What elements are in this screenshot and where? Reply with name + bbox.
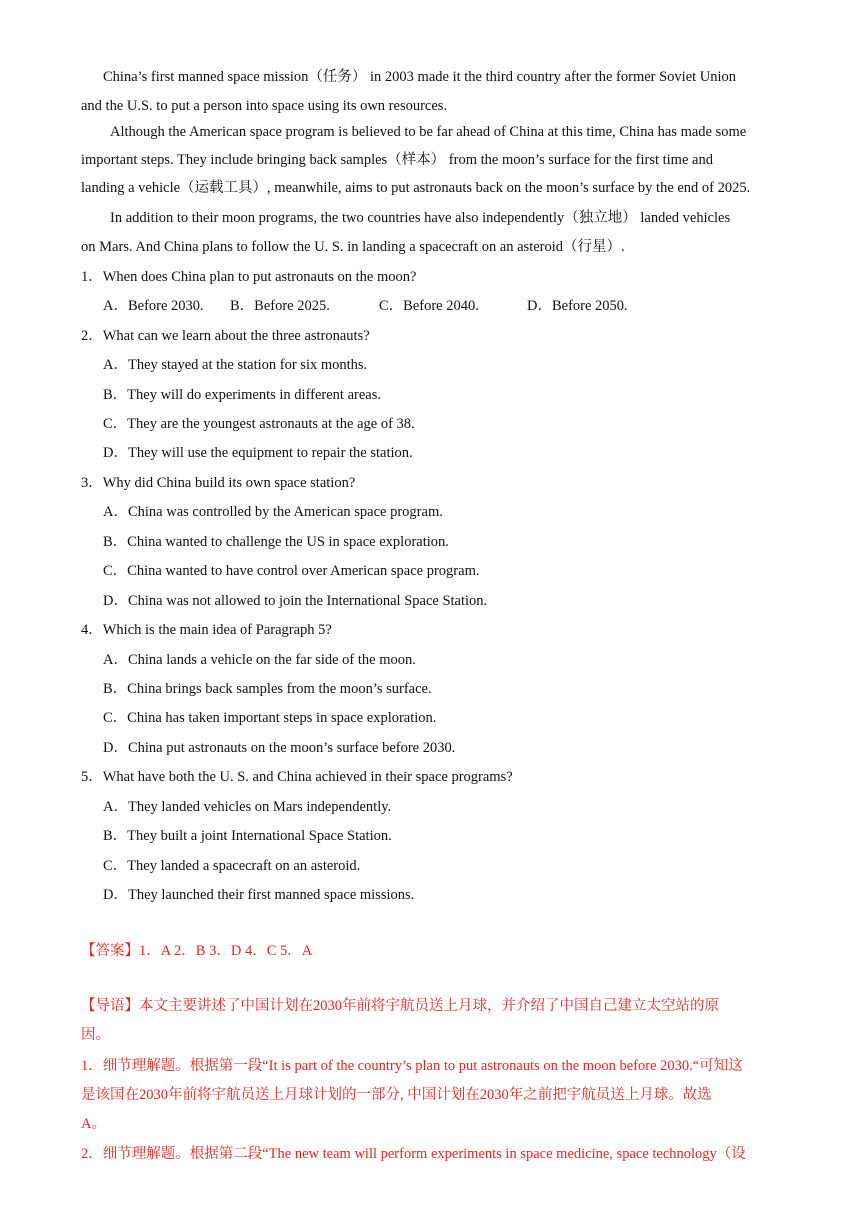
explanation-line: A。 [81, 1116, 106, 1132]
option-c: C．They are the youngest astronauts at the age of 38. [103, 416, 415, 432]
explanation-line: 2．细节理解题。根据第二段“The new team will perform experiments in space medicine, space technology（设 [81, 1146, 746, 1162]
passage-line: In addition to their moon programs, the two countries have also independently（独立地） landed vehicles [110, 210, 731, 226]
explanation-line: 是该国在2030年前将宇航员送上月球计划的一部分, 中国计划在2030年之前把宇航员送上月球。故选 [81, 1087, 712, 1103]
option-a: A．They stayed at the station for six months. [103, 357, 368, 373]
passage-line: landing a vehicle（运载工具）, meanwhile, aims to put astronauts back on the moon’s surface by the end of 2025. [81, 180, 751, 196]
option-a: A．They landed vehicles on Mars independently. [103, 799, 392, 815]
passage-line: China’s first manned space mission（任务） in 2003 made it the third country after the former Soviet Union [103, 69, 737, 85]
answer-key: 【答案】1．A 2．B 3．D 4．C 5．A [81, 943, 313, 959]
question-stem: 4．Which is the main idea of Paragraph 5? [81, 622, 332, 638]
option-d: D．They launched their first manned space missions. [103, 887, 415, 903]
explanation-line: 1．细节理解题。根据第一段“It is part of the country’s plan to put astronauts on the moon before 2030.“可知这 [81, 1058, 743, 1074]
passage-line: and the U.S. to put a person into space using its own resources. [81, 98, 448, 114]
option-c: C．China wanted to have control over American space program. [103, 563, 480, 579]
guide-intro: 【导语】本文主要讲述了中国计划在2030年前将宇航员送上月球，并介绍了中国自己建立太空站的原 [81, 998, 719, 1014]
option-d: D．China was not allowed to join the International Space Station. [103, 593, 488, 609]
option-d: D．Before 2050. [527, 298, 628, 314]
question-stem: 1．When does China plan to put astronauts on the moon? [81, 269, 417, 285]
option-d: D．China put astronauts on the moon’s surface before 2030. [103, 740, 456, 756]
option-b: B．They built a joint International Space Station. [103, 828, 392, 844]
question-stem: 3．Why did China build its own space station? [81, 475, 356, 491]
option-a: A．China lands a vehicle on the far side of the moon. [103, 652, 416, 668]
passage-line: Although the American space program is believed to be far ahead of China at this time, China has made some [110, 124, 747, 140]
passage-line: on Mars. And China plans to follow the U. S. in landing a spacecraft on an asteroid（行星）. [81, 239, 625, 255]
option-b: B．China wanted to challenge the US in space exploration. [103, 534, 449, 550]
option-b: B．They will do experiments in different areas. [103, 387, 381, 403]
options-row [103, 296, 628, 316]
option-c: C．Before 2040. [379, 298, 479, 314]
option-c: C．They landed a spacecraft on an asteroid. [103, 858, 361, 874]
option-a: A．China was controlled by the American space program. [103, 504, 443, 520]
option-a: A．Before 2030. [103, 298, 204, 314]
question-stem: 5．What have both the U. S. and China achieved in their space programs? [81, 769, 513, 785]
question-stem: 2．What can we learn about the three astronauts? [81, 328, 370, 344]
guide-intro: 因。 [81, 1027, 110, 1043]
option-d: D．They will use the equipment to repair the station. [103, 445, 413, 461]
passage-line: important steps. They include bringing back samples（样本） from the moon’s surface for the first time and [81, 152, 713, 168]
option-c: C．China has taken important steps in space exploration. [103, 710, 437, 726]
option-b: B．Before 2025. [230, 298, 330, 314]
option-b: B．China brings back samples from the moon’s surface. [103, 681, 432, 697]
